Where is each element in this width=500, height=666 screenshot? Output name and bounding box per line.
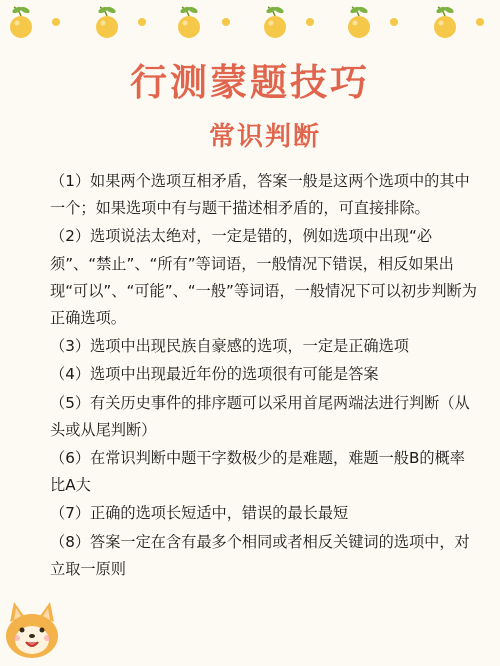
shiba-dog-sticker-icon <box>2 592 62 662</box>
list-item: （8）答案一定在含有最多个相同或者相反关键词的选项中，对立取一原则 <box>50 532 470 578</box>
list-item: （6）在常识判断中题干字数极少的是难题，难题一般B的概率比A大 <box>50 449 465 495</box>
orange-fruit-icon <box>344 4 374 40</box>
orange-fruit-icon <box>6 4 36 40</box>
list-item: （7）正确的选项长短适中，错误的最长最短 <box>50 504 349 523</box>
orange-fruit-icon <box>174 4 204 40</box>
orange-fruit-icon <box>92 4 122 40</box>
page-subtitle: 常识判断 <box>208 122 321 152</box>
list-item: （3）选项中出现民族自豪感的选项，一定是正确选项 <box>50 337 409 356</box>
list-item: （2）选项说法太绝对，一定是错的，例如选项中出现“必须”、“禁止”、“所有”等词语，一般情况下错误，相反如果出现“可以”、“可能”、“一般”等词语，一般情况下可以初步判断为正确选项。 <box>50 227 477 328</box>
orange-fruit-icon <box>430 4 460 40</box>
list-item: （4）选项中出现最近年份的选项很有可能是答案 <box>50 365 379 384</box>
tips-list <box>50 168 478 584</box>
dot-decoration <box>390 18 398 26</box>
dot-decoration <box>222 18 230 26</box>
dot-decoration <box>306 18 314 26</box>
list-item: （5）有关历史事件的排序题可以采用首尾两端法进行判断（从头或从尾判断） <box>50 393 470 439</box>
dot-decoration <box>476 18 484 26</box>
fruit-decoration-row <box>0 4 500 44</box>
orange-fruit-icon <box>260 4 290 40</box>
page-title: 行测蒙题技巧 <box>130 61 370 104</box>
dot-decoration <box>52 18 60 26</box>
dot-decoration <box>138 18 146 26</box>
list-item: （1）如果两个选项互相矛盾，答案一般是这两个选项中的其中一个；如果选项中有与题干描述相矛盾的，可直接排除。 <box>50 172 470 218</box>
